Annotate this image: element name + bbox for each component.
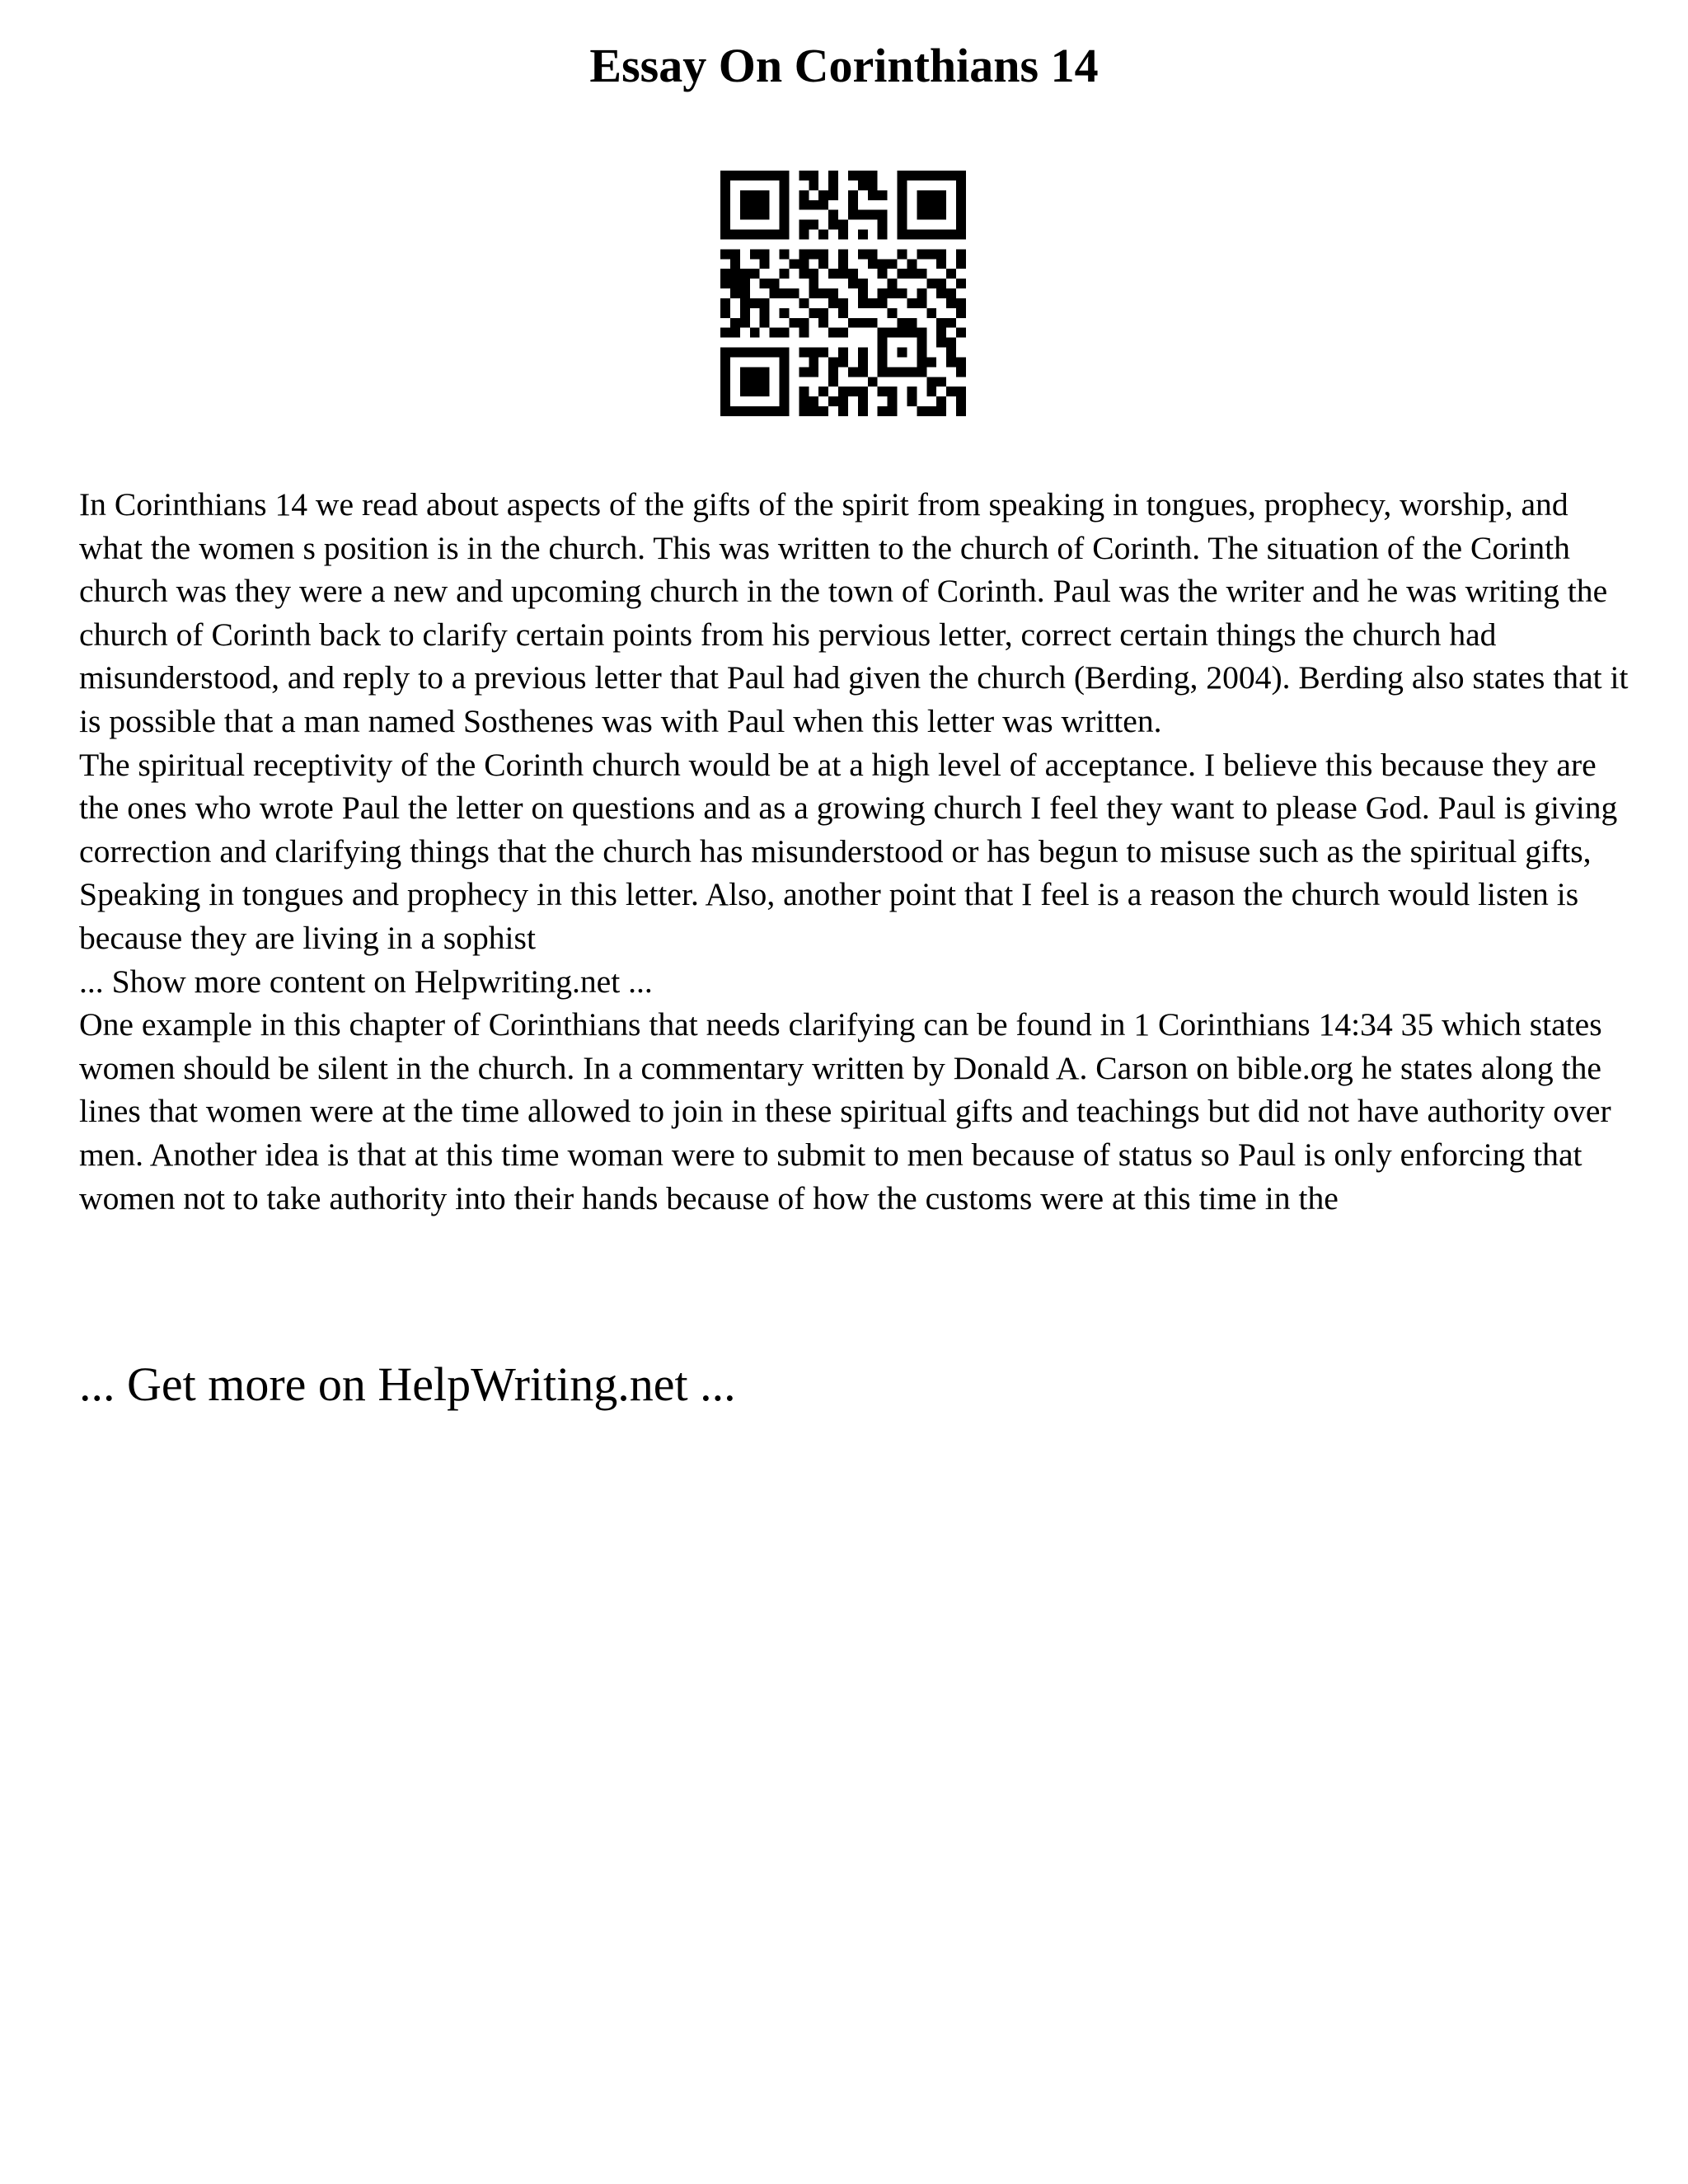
essay-paragraph: In Corinthians 14 we read about aspects of the gifts of the spirit from speaking in tongues, prophecy, worship, and what the women s position is in the church. This was written to the church of Corinth. The situation of the Corinth church was they were a new and upcoming church in the town of Corinth. Paul was the writer and he was writing the church of Corinth back to clarify certain points from his pervious letter, correct certain things the church had misunderstood, and reply to a previous letter that Paul had given the church (Berding, 2004). Berding also states that it is possible that a man named Sosthenes was with Paul when this letter was written. (79, 486, 1629, 739)
show-more-link[interactable]: ... Show more content on Helpwriting.net ... (79, 963, 653, 1000)
qr-code-graphic (720, 171, 966, 416)
essay-body (79, 483, 1629, 1220)
essay-paragraph: One example in this chapter of Corinthians that needs clarifying can be found in 1 Corinthians 14:34 35 which states women should be silent in the church. In a commentary written by Donald A. Carson on bible.org he states along the lines that women were at the time allowed to join in these spiritual gifts and teachings but did not have authority over men. Another idea is that at this time woman were to submit to men because of status so Paul is only enforcing that women not to take authority into their hands because of how the customs were at this time in the (79, 1006, 1611, 1216)
get-more-link[interactable]: ... Get more on HelpWriting.net ... (79, 1357, 736, 1411)
page-title: Essay On Corinthians 14 (589, 39, 1099, 92)
qr-code-icon[interactable] (720, 171, 966, 416)
essay-paragraph: The spiritual receptivity of the Corinth church would be at a high level of acceptance. I believe this because they are the ones who wrote Paul the letter on questions and as a growing church I feel they want to please God. Paul is giving correction and clarifying things that the church has misunderstood or has begun to misuse such as the spiritual gifts, Speaking in tongues and prophecy in this letter. Also, another point that I feel is a reason the church would listen is because they are living in a sophist (79, 746, 1618, 956)
